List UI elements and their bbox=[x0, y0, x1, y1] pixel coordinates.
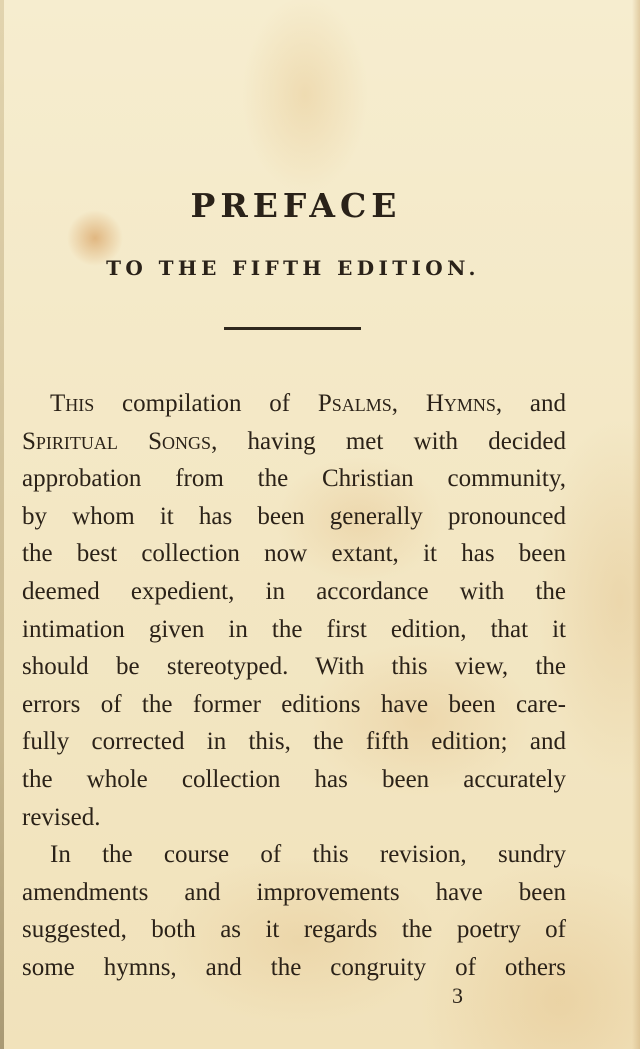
text-line: some hymns, and the congruity of others bbox=[22, 953, 566, 981]
page-title: PREFACE bbox=[190, 186, 402, 225]
text-line: should be stereotyped. With this view, the bbox=[22, 653, 566, 681]
text-line: amendments and improvements have been bbox=[22, 878, 566, 906]
text-run: , bbox=[391, 390, 426, 417]
text-line: deemed expedient, in accordance with the bbox=[22, 577, 566, 605]
text-run: compilation of bbox=[94, 390, 318, 417]
page-number: 3 bbox=[452, 983, 463, 1008]
small-caps-word: Spiritual Songs bbox=[22, 427, 212, 455]
text-line: by whom it has been generally pronounced bbox=[22, 502, 566, 530]
text-line bbox=[22, 385, 566, 423]
text-line: revised. bbox=[22, 803, 101, 831]
show-through-bleed bbox=[0, 0, 640, 180]
text-line: approbation from the Christian community, bbox=[22, 465, 566, 493]
page-subtitle: TO THE FIFTH EDITION. bbox=[106, 256, 480, 280]
text-line bbox=[22, 423, 566, 461]
small-caps-word: This bbox=[50, 390, 95, 417]
text-line: the whole collection has been accurately bbox=[22, 765, 566, 793]
text-line: suggested, both as it regards the poetry of bbox=[22, 916, 566, 944]
text-run: , having met with decided bbox=[211, 427, 566, 455]
small-caps-word: Psalms bbox=[317, 390, 392, 417]
preface-body bbox=[22, 385, 566, 987]
small-caps-word: Hymns bbox=[425, 390, 496, 417]
text-run: , and bbox=[495, 390, 567, 417]
page-left-edge bbox=[0, 0, 4, 1049]
text-line: In the course of this revision, sundry bbox=[50, 841, 566, 869]
text-line: errors of the former editions have been care- bbox=[22, 690, 566, 718]
title-divider bbox=[224, 327, 361, 330]
page-right-edge bbox=[632, 0, 640, 1049]
text-line: intimation given in the first edition, that it bbox=[22, 615, 566, 643]
text-line: fully corrected in this, the fifth edition; and bbox=[22, 728, 566, 756]
text-line: the best collection now extant, it has been bbox=[22, 540, 566, 568]
